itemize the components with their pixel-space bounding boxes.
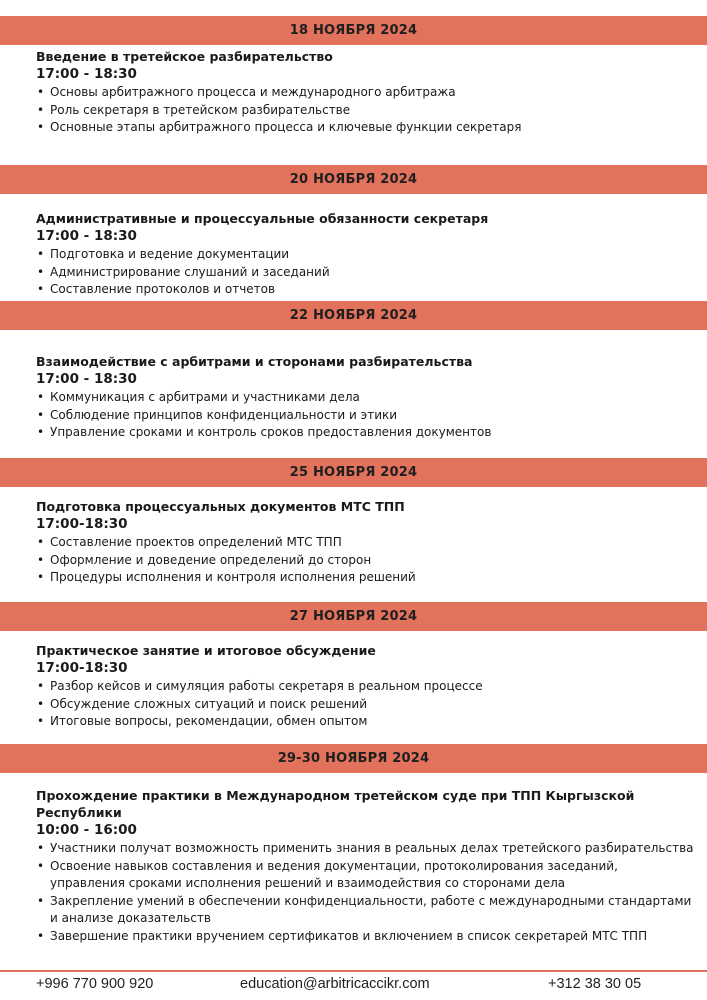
list-item: • Разбор кейсов и симуляция работы секретаря в реальном процессе xyxy=(36,678,696,696)
section-list xyxy=(36,389,696,442)
footer-phone-link[interactable]: +996 770 900 920 xyxy=(36,976,154,992)
list-item: • Коммуникация с арбитрами и участниками дела xyxy=(36,389,696,407)
section-date: 27 НОЯБРЯ 2024 xyxy=(289,609,418,624)
list-item: • Соблюдение принципов конфиденциальности и этики xyxy=(36,407,696,425)
list-item: • Составление проектов определений МТС ТПП xyxy=(36,534,696,552)
section-title: Административные и процессуальные обязанности секретаря xyxy=(36,211,489,226)
section-time: 17:00 - 18:30 xyxy=(36,228,137,244)
section-list xyxy=(36,534,696,587)
date-bar xyxy=(0,458,707,487)
section-block xyxy=(36,48,696,137)
section-list xyxy=(36,84,696,137)
list-item: • Завершение практики вручением сертификатов и включением в список секретарей МТС ТПП xyxy=(36,928,696,946)
list-item: • Освоение навыков составления и ведения документации, протоколирования заседаний, управления сроками исполнения решений и взаимодействия со сторонами дела xyxy=(36,858,696,893)
section-list xyxy=(36,246,696,299)
section-time: 17:00 - 18:30 xyxy=(36,371,137,387)
section-title: Прохождение практики в Международном третейском суде при ТПП Кыргызской Республики xyxy=(36,788,635,820)
date-bar xyxy=(0,301,707,330)
list-item: • Администрирование слушаний и заседаний xyxy=(36,264,696,282)
section-time: 17:00 - 18:30 xyxy=(36,66,137,82)
section-date: 20 НОЯБРЯ 2024 xyxy=(289,172,418,187)
section-date: 18 НОЯБРЯ 2024 xyxy=(289,23,418,38)
section-title: Подготовка процессуальных документов МТС ТПП xyxy=(36,499,405,514)
section-date: 22 НОЯБРЯ 2024 xyxy=(289,308,418,323)
section-time: 17:00-18:30 xyxy=(36,660,128,676)
section-list xyxy=(36,678,696,731)
section-date: 25 НОЯБРЯ 2024 xyxy=(289,465,418,480)
section-block xyxy=(36,642,696,731)
list-item: • Основные этапы арбитражного процесса и ключевые функции секретаря xyxy=(36,119,696,137)
section-title: Введение в третейское разбирательство xyxy=(36,49,333,64)
section-block xyxy=(36,210,696,299)
section-time: 10:00 - 16:00 xyxy=(36,822,137,838)
list-item: • Роль секретаря в третейском разбирательстве xyxy=(36,102,696,120)
section-list xyxy=(36,840,696,945)
section-block xyxy=(36,353,696,442)
list-item: • Обсуждение сложных ситуаций и поиск решений xyxy=(36,696,696,714)
section-block xyxy=(36,498,696,587)
list-item: • Подготовка и ведение документации xyxy=(36,246,696,264)
date-bar xyxy=(0,602,707,631)
section-block xyxy=(36,787,696,945)
list-item: • Итоговые вопросы, рекомендации, обмен опытом xyxy=(36,713,696,731)
list-item: • Основы арбитражного процесса и международного арбитража xyxy=(36,84,696,102)
section-time: 17:00-18:30 xyxy=(36,516,128,532)
date-bar xyxy=(0,165,707,194)
list-item: • Управление сроками и контроль сроков предоставления документов xyxy=(36,424,696,442)
section-title: Практическое занятие и итоговое обсуждение xyxy=(36,643,376,658)
list-item: • Оформление и доведение определений до сторон xyxy=(36,552,696,570)
date-bar xyxy=(0,744,707,773)
date-bar xyxy=(0,16,707,45)
list-item: • Участники получат возможность применить знания в реальных делах третейского разбирательства xyxy=(36,840,696,858)
footer-phone-link-2[interactable]: +312 38 30 05 xyxy=(548,976,642,992)
section-date: 29-30 НОЯБРЯ 2024 xyxy=(277,751,430,766)
footer-divider xyxy=(0,970,707,972)
section-title: Взаимодействие с арбитрами и сторонами разбирательства xyxy=(36,354,473,369)
list-item: • Закрепление умений в обеспечении конфиденциальности, работе с международными стандартами и анализе доказательств xyxy=(36,893,696,928)
footer-email-link[interactable]: education@arbitricaccikr.com xyxy=(240,976,430,992)
list-item: • Процедуры исполнения и контроля исполнения решений xyxy=(36,569,696,587)
list-item: • Составление протоколов и отчетов xyxy=(36,281,696,299)
